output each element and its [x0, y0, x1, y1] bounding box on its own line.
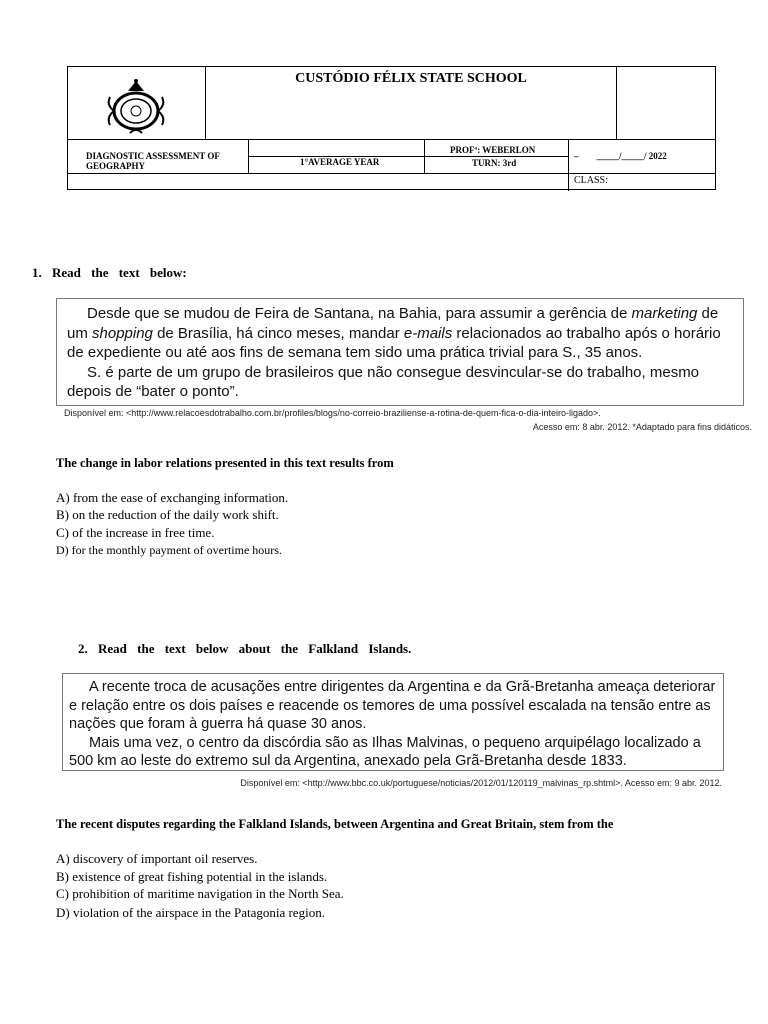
option-d: D) violation of the airspace in the Patagonia region.	[56, 905, 325, 920]
question-2-stem: The recent disputes regarding the Falkland Islands, between Argentina and Great Britain, stem from the	[56, 817, 614, 831]
question-1-stem: The change in labor relations presented in this text results from	[56, 456, 394, 470]
option-b: B) on the reduction of the daily work shift.	[56, 507, 279, 522]
question-1-heading: 1. Read the text below:	[32, 265, 187, 280]
text-paragraph: Desde que se mudou de Feira de Santana, na Bahia, para assumir a gerência de marketing de um shopping de Brasília, há cinco meses, mandar e-mails relacionados ao trabalho após o horário de expediente ou até aos fins de semana tem sido uma prática trivial para S., 35 anos.	[67, 305, 721, 361]
option-a: A) from the ease of exchanging information.	[56, 490, 289, 505]
header-divider	[424, 139, 425, 174]
header-divider	[68, 139, 715, 140]
text-paragraph: Mais uma vez, o centro da discórdia são as Ilhas Malvinas, o pequeno arquipélago localizado a 500 km ao leste do extremo sul da Argentina, anexado pela Grã-Bretanha desde 1833.	[69, 734, 701, 769]
header-divider	[248, 139, 249, 174]
assessment-title: DIAGNOSTIC ASSESSMENT OF GEOGRAPHY	[86, 151, 220, 171]
text-paragraph: S. é parte de um grupo de brasileiros que não consegue desvincular-se do trabalho, mesmo depois de “bater o ponto”.	[67, 363, 700, 400]
year-label: 1°AVERAGE YEAR	[300, 157, 380, 167]
option-c: C) of the increase in free time.	[56, 525, 215, 540]
text-paragraph: A recente troca de acusações entre dirigentes da Argentina e da Grã-Bretanha ameaça deteriorar e relação entre os dois países e reacende os temores de uma possível escalada na tensão entre as nações que foram à guerra há quase 30 anos.	[69, 679, 716, 732]
option-c: C) prohibition of maritime navigation in the North Sea.	[56, 886, 344, 901]
school-crest-logo	[100, 77, 172, 137]
header-divider	[568, 139, 569, 191]
class-label: CLASS:	[574, 175, 608, 186]
source-access-date: Acesso em: 8 abr. 2012. *Adaptado para fins didáticos.	[532, 422, 752, 432]
source-citation: Disponível em: <http://www.relacoesdotrabalho.com.br/profiles/blogs/no-correio-braziliense-a-rotina-de-quem-fica-o-dia-inteiro-ligado>.	[64, 408, 601, 418]
question-1-text-box	[56, 298, 744, 406]
question-2-text-box	[62, 673, 724, 771]
option-a: A) discovery of important oil reserves.	[56, 851, 258, 866]
header-divider	[248, 156, 568, 157]
professor-label: PROFª: WEBERLON	[450, 145, 536, 155]
turn-label: TURN: 3rd	[472, 158, 517, 168]
header-divider	[205, 67, 206, 140]
source-citation: Disponível em: <http://www.bbc.co.uk/portuguese/noticias/2012/01/120119_malvinas_rp.shtml>. Acesso em: 9 abr. 2012.	[240, 778, 722, 788]
school-name: CUSTÓDIO FÉLIX STATE SCHOOL	[295, 71, 527, 86]
header-divider	[68, 173, 715, 174]
date-field: – _____/_____/ 2022	[574, 151, 667, 161]
header-table	[67, 66, 716, 190]
option-d: D) for the monthly payment of overtime hours.	[56, 543, 282, 557]
header-divider	[616, 67, 617, 140]
question-2-heading: 2. Read the text below about the Falkland Islands.	[78, 641, 412, 656]
option-b: B) existence of great fishing potential in the islands.	[56, 869, 328, 884]
